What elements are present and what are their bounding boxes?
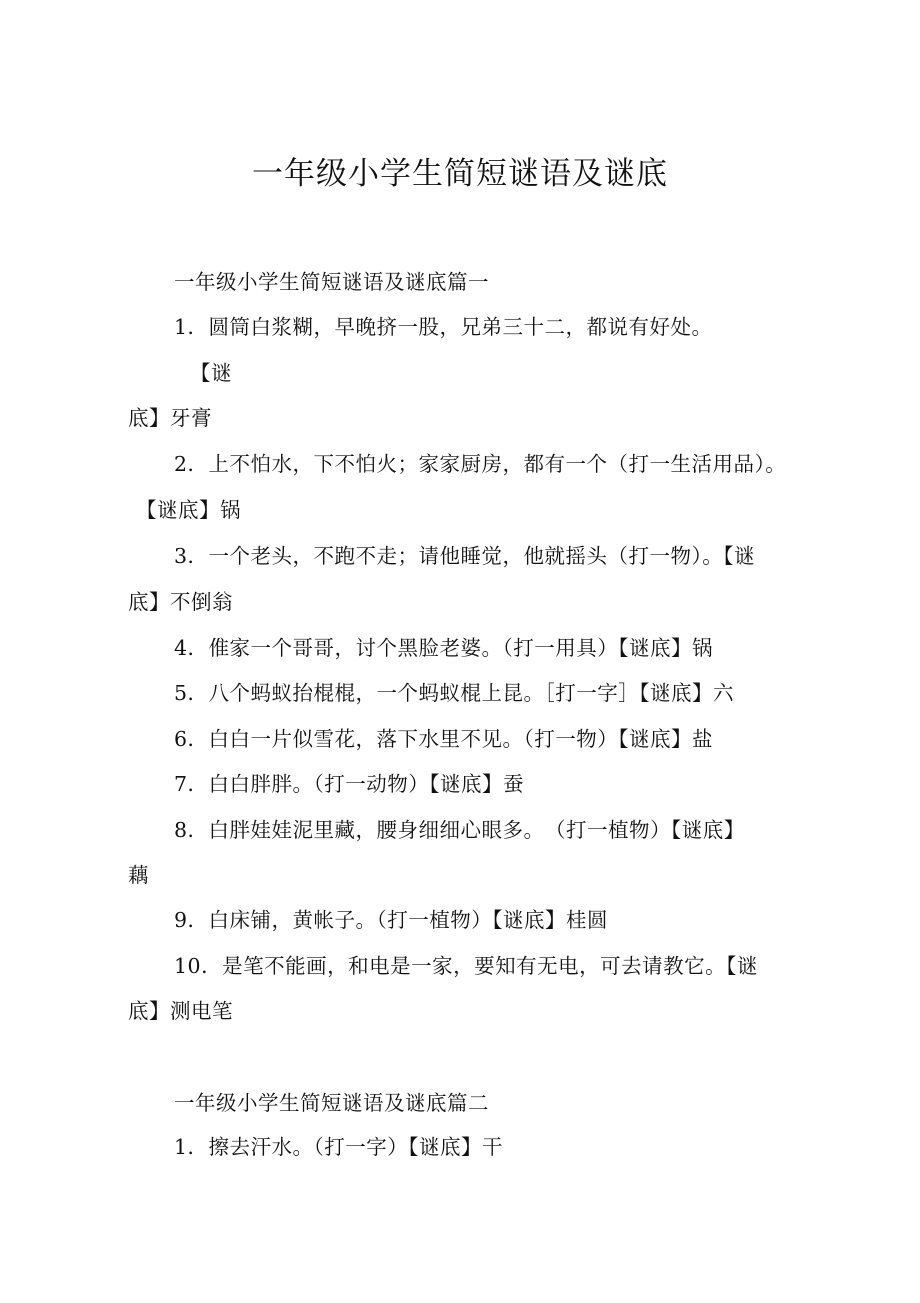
riddle-line: 【谜底】锅 — [136, 498, 241, 522]
riddle-line: 底】测电笔 — [128, 999, 233, 1023]
riddle-line: 10．是笔不能画，和电是一家，要知有无电，可去请教它。【谜 — [174, 954, 758, 978]
riddle-line: 5．八个蚂蚁抬棍棍，一个蚂蚁棍上昆。［打一字］【谜底】六 — [174, 681, 735, 705]
section-heading: 一年级小学生简短谜语及谜底篇二 — [174, 1091, 489, 1115]
riddle-line: 【谜 — [190, 361, 232, 385]
riddle-line: 9．白床铺，黄帐子。（打一植物）【谜底】桂圆 — [174, 908, 609, 932]
riddle-line: 藕 — [128, 863, 149, 887]
riddle-line: 6．白白一片似雪花，落下水里不见。（打一物）【谜底】盐 — [174, 727, 714, 751]
riddle-line: 1．擦去汗水。（打一字）【谜底】干 — [174, 1135, 504, 1159]
riddle-line: 2．上不怕水，下不怕火；家家厨房，都有一个（打一生活用品）。 — [174, 452, 787, 476]
section-heading: 一年级小学生简短谜语及谜底篇一 — [174, 270, 489, 294]
document-title: 一年级小学生简短谜语及谜底 — [252, 156, 668, 192]
riddle-line: 8．白胖娃娃泥里藏，腰身细细心眼多。 （打一植物）【谜底】 — [174, 818, 745, 842]
riddle-line: 底】牙膏 — [128, 406, 212, 430]
riddle-line: 7．白白胖胖。（打一动物）【谜底】蚕 — [174, 772, 525, 796]
riddle-line: 底】不倒翁 — [128, 590, 233, 614]
riddle-line: 3．一个老头，不跑不走；请他睡觉，他就摇头（打一物）。【谜 — [174, 544, 756, 568]
riddle-line: 4．倠家一个哥哥，讨个黑脸老婆。（打一用具）【谜底】锅 — [174, 636, 714, 660]
riddle-line: 1．圆筒白浆糊，早晚挤一股，兄弟三十二，都说有好处。 — [174, 315, 713, 339]
